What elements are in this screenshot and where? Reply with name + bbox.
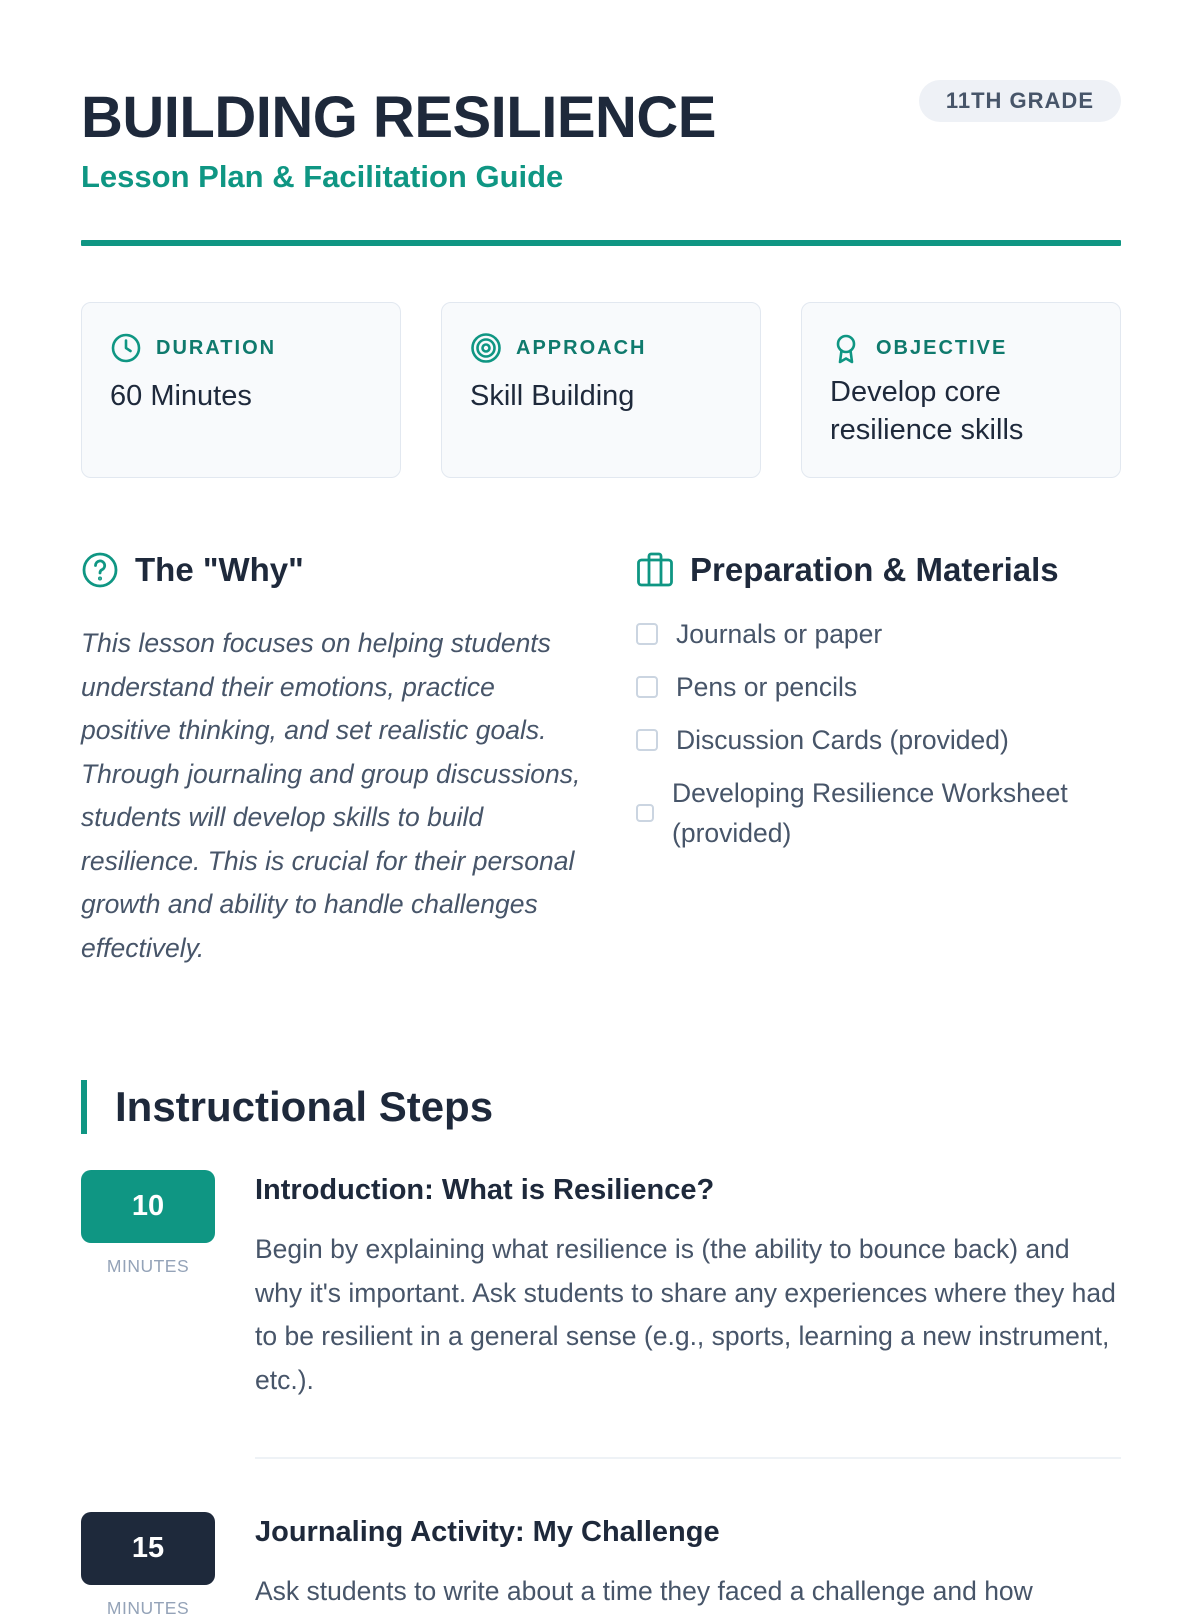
- materials-title: Preparation & Materials: [690, 551, 1059, 588]
- steps-heading: [81, 1080, 493, 1134]
- objective-label: OBJECTIVE: [876, 337, 1008, 359]
- material-checkbox[interactable]: [636, 623, 658, 645]
- step-title: Introduction: What is Resilience?: [255, 1174, 715, 1206]
- materials-list: [636, 614, 1121, 853]
- material-label: Pens or pencils: [676, 672, 858, 702]
- header-divider: [81, 240, 1121, 246]
- target-icon: [470, 332, 502, 364]
- page-title: BUILDING RESILIENCE: [81, 85, 716, 150]
- steps-title: Instructional Steps: [115, 1083, 494, 1130]
- step-description: Begin by explaining what resilience is (the ability to bounce back) and why it's important. Ask students to share any experiences where they had to be resilient in a general sense (e.g., sports, learning a new instrument, etc.).: [255, 1234, 1116, 1395]
- why-title: The "Why": [135, 551, 304, 588]
- page-header: [81, 80, 1121, 200]
- page-subtitle: Lesson Plan & Facilitation Guide: [81, 159, 564, 194]
- award-ribbon-icon: [830, 332, 862, 364]
- material-checkbox[interactable]: [636, 804, 654, 822]
- material-label: Developing Resilience Worksheet (provided): [672, 778, 1068, 848]
- step-divider: [255, 1457, 1121, 1459]
- approach-value: Skill Building: [470, 380, 635, 412]
- question-circle-icon: [81, 551, 119, 589]
- step-minutes-badge: 10: [81, 1170, 215, 1243]
- step-minutes-badge: 15: [81, 1512, 215, 1585]
- step-title: Journaling Activity: My Challenge: [255, 1516, 720, 1548]
- why-section: [81, 548, 581, 963]
- material-item[interactable]: [636, 773, 1121, 853]
- objective-value: Develop core resilience skills: [830, 376, 1024, 446]
- approach-card: [441, 302, 761, 478]
- material-item[interactable]: [636, 720, 1121, 760]
- material-label: Journals or paper: [676, 619, 883, 649]
- lesson-plan-page: [81, 0, 1121, 1618]
- objective-card: [801, 302, 1121, 478]
- clock-icon: [110, 332, 142, 364]
- approach-label: APPROACH: [516, 337, 647, 359]
- material-checkbox[interactable]: [636, 729, 658, 751]
- step-minutes-unit: MINUTES: [106, 1256, 190, 1276]
- material-item[interactable]: [636, 667, 1121, 707]
- material-item[interactable]: [636, 614, 1121, 654]
- duration-card: [81, 302, 401, 478]
- steps-accent-bar: [81, 1080, 87, 1134]
- materials-section: [636, 548, 1121, 848]
- why-text: This lesson focuses on helping students understand their emotions, practice positive thinking, and set realistic goals. Through journaling and group discussions, students will develop skills to build resilience. This is crucial for their personal growth and ability to handle challenges effectively.: [81, 628, 581, 963]
- step-description: Ask students to write about a time they faced a challenge and how: [255, 1576, 1033, 1606]
- duration-value: 60 Minutes: [110, 380, 252, 412]
- briefcase-icon: [636, 551, 674, 589]
- grade-badge: 11TH GRADE: [919, 80, 1121, 122]
- material-checkbox[interactable]: [636, 676, 658, 698]
- step-minutes-unit: MINUTES: [106, 1598, 190, 1618]
- duration-label: DURATION: [156, 337, 277, 359]
- material-label: Discussion Cards (provided): [676, 725, 1009, 755]
